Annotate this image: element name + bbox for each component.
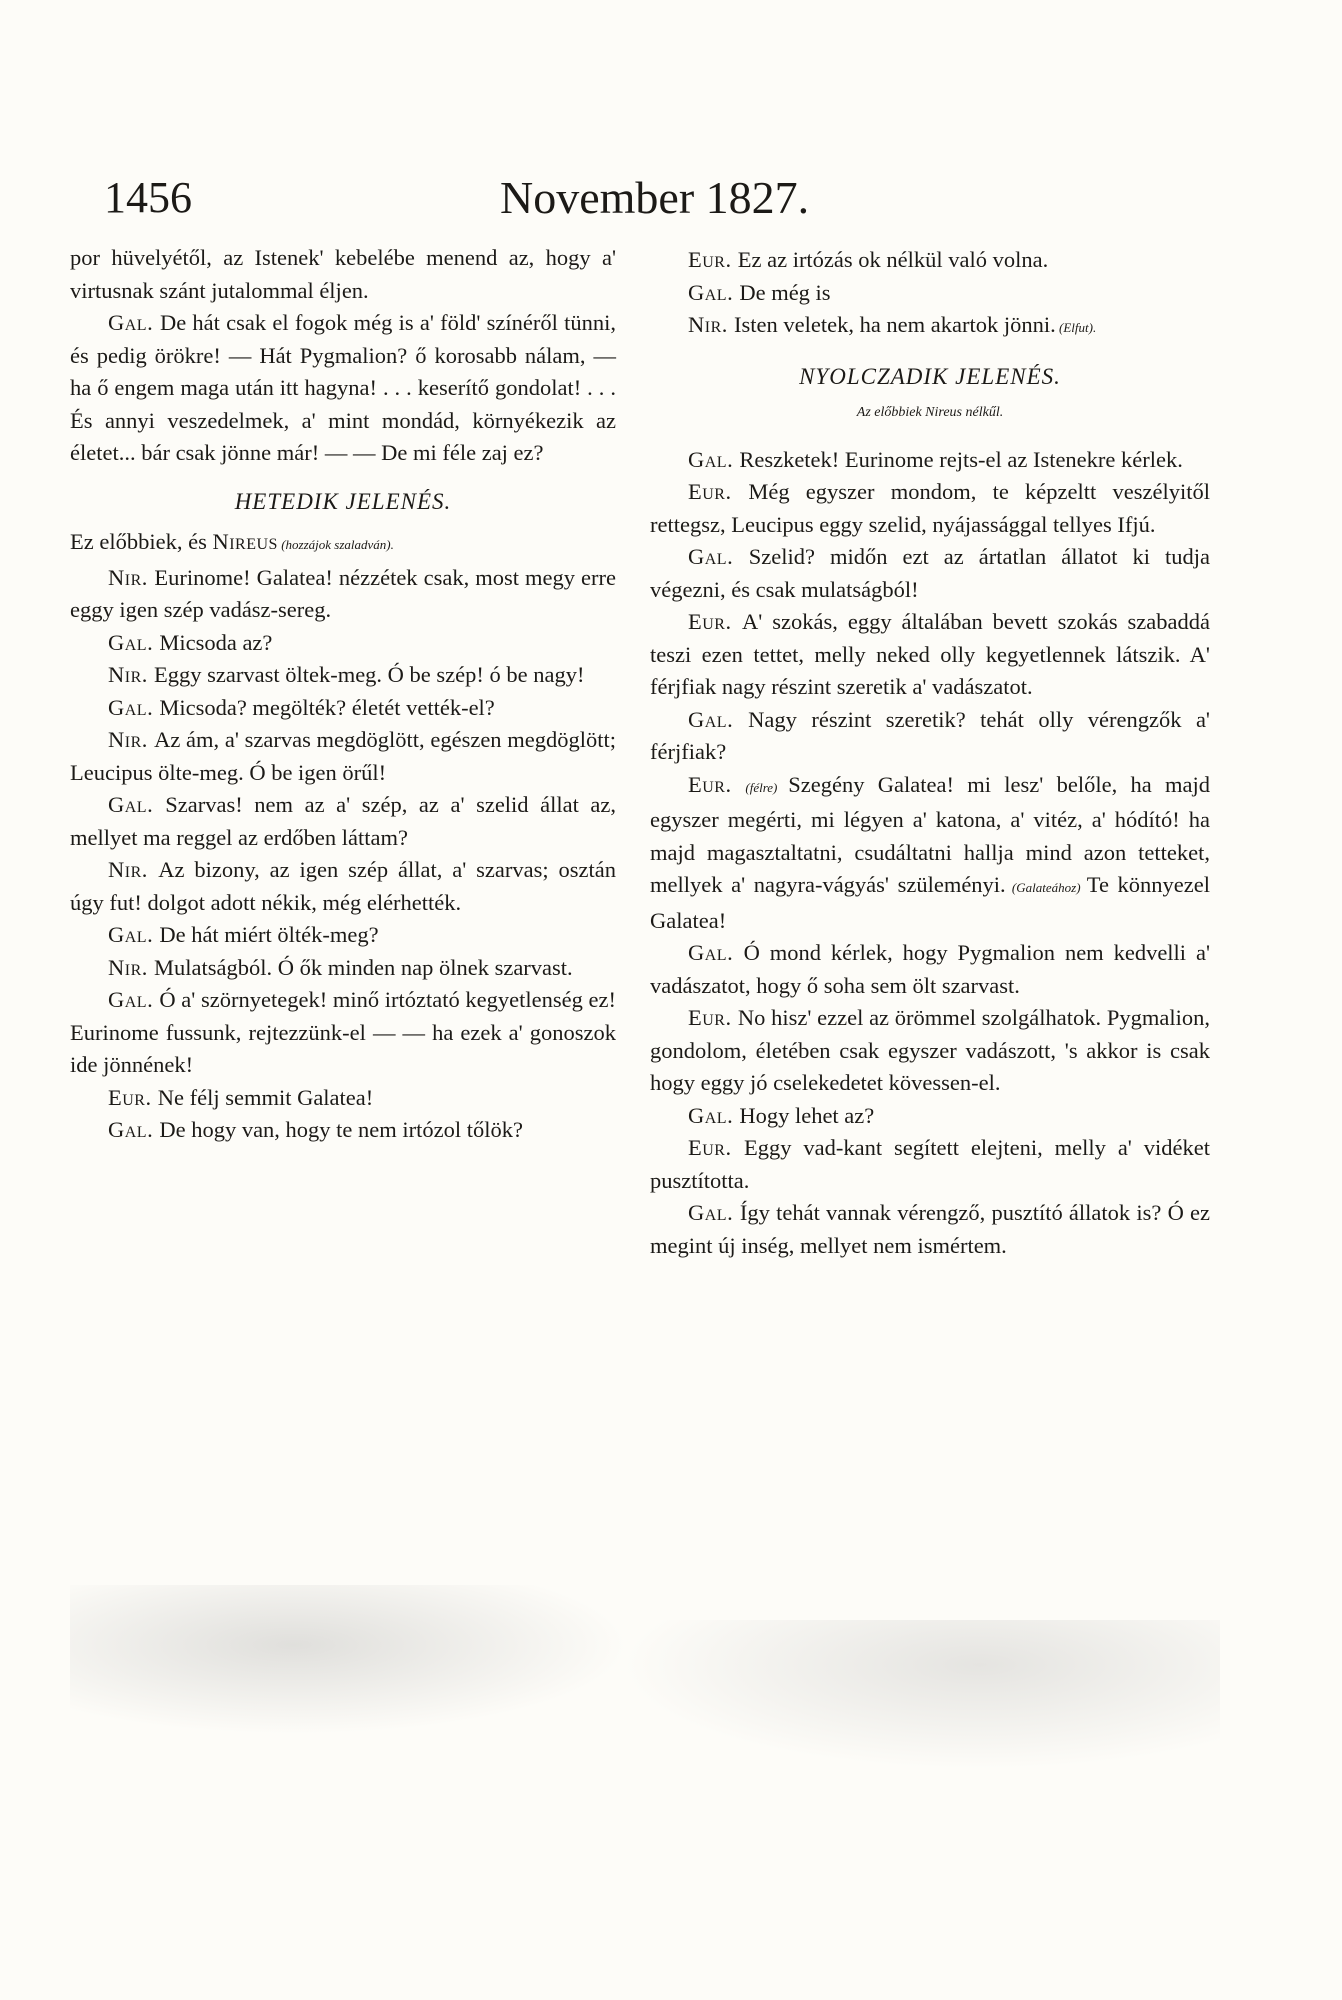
stage-direction: (hozzájok szaladván). (277, 537, 394, 552)
speech-paragraph (70, 627, 616, 660)
speech-text: Szarvas! nem az a' szép, az a' szelid állat az, mellyet ma reggel az erdőben láttam? (70, 792, 617, 850)
speech-paragraph (650, 606, 1210, 704)
speech-paragraph (650, 704, 1210, 769)
speech-paragraph (70, 562, 616, 627)
scene-heading: HETEDIK JELENÉS. (234, 488, 452, 514)
speaker-name: Gal. (108, 922, 160, 947)
speech-text: Micsoda az? (159, 629, 273, 655)
speech-text: Ó mond kérlek, hogy Pygmalion nem kedvelli a' vadászatot, hogy ő soha sem ölt szarvast. (650, 940, 1210, 998)
scene-subheading: Az előbbiek Nireus nélkűl. (856, 405, 1004, 420)
speech-text: Szegény Galatea! mi lesz' belőle, ha majd egyszer megérti, mi légyen a' katona, a' vitéz, a' hódító! ha majd magasztaltatni, csudáltatni hallja mind azon tetteket, mellyek a' nagyra-vágyás' szüleményi. (650, 771, 1210, 897)
speech-text: No hisz' ezzel az örömmel szolgálhatok. Pygmalion, gondolom, életében csak egyszer vadászott, 's akkor is csak hogy eggy jó cselekedetet kövessen-el. (650, 1005, 1210, 1095)
speech-text: Reszketek! Eurinome rejts-el az Istenekre kérlek. (739, 446, 1183, 472)
speaker-name: Gal. (688, 940, 744, 965)
cast-name: Nireus (212, 529, 278, 554)
speech-text: Az ám, a' szarvas megdöglött, egészen megdöglött; Leucipus ölte-meg. Ó be igen örűl! (70, 727, 617, 785)
speech-text: Ne félj semmit Galatea! (157, 1084, 374, 1110)
page-number: 1456 (104, 173, 192, 222)
stage-direction: (félre) (745, 779, 789, 795)
speaker-name: Eur. (688, 1135, 745, 1160)
speech-text: Te könnyezel Galatea! (650, 872, 1210, 933)
speech-paragraph (70, 1114, 616, 1147)
speaker-name: Eur. (688, 479, 749, 504)
left-column (70, 242, 616, 1147)
page-header (100, 168, 1200, 228)
speech-paragraph (70, 952, 616, 985)
speech-text: Mulatságból. Ó ők minden nap ölnek szarvast. (154, 954, 573, 980)
speech-paragraph (650, 244, 1210, 277)
speech-paragraph (70, 307, 616, 470)
speaker-name: Gal. (108, 694, 160, 720)
speaker-name: Nir. (688, 312, 734, 337)
speech-text: Szelid? midőn ezt az ártatlan állatot ki tudja végezni, és csak mulatságból! (650, 544, 1210, 602)
speaker-name: Gal. (688, 706, 749, 732)
speech-paragraph (650, 541, 1210, 606)
cast-text: Ez előbbiek, és (70, 529, 213, 554)
speaker-name: Nir. (108, 564, 155, 590)
speaker-name: Gal. (108, 1117, 160, 1142)
speech-text: Isten veletek, ha nem akartok jönni. (734, 312, 1056, 337)
speech-text: Nagy részint szeretik? tehát olly vérengzők a' férjfiak? (650, 706, 1210, 764)
speech-paragraph (70, 659, 616, 692)
speech-text: Ó a' szörnyetegek! minő irtóztató kegyetlenség ez! Eurinome fussunk, rejtezzünk-el — — ha ezek a' gonoszok ide jönnének! (70, 987, 617, 1077)
speaker-name: Gal. (688, 1102, 740, 1128)
speech-text: A' szokás, eggy általában bevett szokás szabaddá teszi ezen tettet, melly neked olly kegyetlennek látszik. A' férjfiak nagy részint szeretik a' vadászatot. (650, 609, 1210, 699)
speech-paragraph (650, 476, 1210, 541)
speaker-name: Gal. (688, 446, 740, 472)
speech-text: Így tehát vannak vérengző, pusztító állatok is? Ó ez megint új inség, mellyet nem ismértem. (650, 1200, 1210, 1258)
speaker-name: Eur. (688, 771, 746, 797)
speech-text: Ez az irtózás ok nélkül való volna. (737, 247, 1049, 272)
speaker-name: Gal. (688, 1200, 740, 1225)
speaker-name: Gal. (108, 629, 160, 655)
speech-text: Eurinome! Galatea! nézzétek csak, most megy erre eggy igen szép vadász-sereg. (70, 564, 616, 622)
speech-text: Hogy lehet az? (739, 1102, 875, 1128)
paragraph: por hüvelyétől, az Istenek' kebelébe menend az, hogy a' virtusnak szánt jutalommal éljen. (70, 245, 616, 303)
speech-paragraph (650, 769, 1210, 938)
right-column (650, 244, 1210, 1262)
speaker-name: Eur. (688, 609, 743, 634)
speaker-name: Nir. (108, 954, 154, 980)
speech-paragraph (70, 854, 616, 919)
speech-paragraph (70, 1082, 616, 1115)
speaker-name: Gal. (688, 544, 749, 569)
speaker-name: Gal. (108, 310, 160, 335)
speech-text: Még egyszer mondom, te képzeltt veszélyitől rettegsz, Leucipus eggy szelid, nyájassággal tellyes Ifjú. (650, 479, 1210, 537)
speaker-name: Gal. (108, 987, 160, 1012)
speech-paragraph (70, 919, 616, 952)
speech-paragraph (70, 789, 616, 854)
speech-text: De hát csak el fogok még is a' föld' színéről tünni, és pedig örökre! — Hát Pygmalion? ő korosabb nálam, — ha ő engem maga után itt hagyna! . . . keserítő gondolat! . . . És annyi veszedelmek, a' mint mondád, környékezik az életet... bár csak jönne már! — — De mi féle zaj ez? (70, 310, 617, 465)
speaker-name: Nir. (108, 857, 159, 882)
speech-text: Az bizony, az igen szép állat, a' szarvas; osztán úgy fut! dolgot adott nékik, még elérhették. (70, 857, 617, 915)
speech-paragraph (650, 309, 1210, 345)
running-title: November 1827. (500, 172, 810, 223)
speech-paragraph (650, 937, 1210, 1002)
speaker-name: Eur. (688, 247, 738, 272)
speaker-name: Nir. (108, 662, 154, 687)
speaker-name: Eur. (108, 1084, 158, 1110)
speaker-name: Nir. (108, 727, 155, 752)
speaker-name: Gal. (108, 792, 166, 817)
page-smudge (620, 1620, 1220, 1770)
speech-paragraph (650, 1100, 1210, 1133)
speech-text: Micsoda? megölték? életét vették-el? (159, 694, 495, 720)
speaker-name: Eur. (688, 1005, 738, 1030)
speech-paragraph (650, 1132, 1210, 1197)
scene-heading: NYOLCZADIK JELENÉS. (799, 363, 1061, 389)
speech-text: Eggy vad-kant segített elejteni, melly a' vidéket pusztította. (650, 1135, 1210, 1193)
speech-paragraph (70, 984, 616, 1082)
page-smudge (70, 1585, 630, 1735)
stage-direction: (Elfut). (1055, 320, 1097, 335)
speech-paragraph (650, 444, 1210, 477)
speech-paragraph (70, 724, 616, 789)
speech-paragraph (650, 277, 1210, 310)
speaker-name: Gal. (688, 279, 740, 305)
speech-text: De hogy van, hogy te nem irtózol tőlök? (159, 1117, 523, 1142)
cast-line (70, 526, 616, 562)
speech-paragraph (650, 1002, 1210, 1100)
stage-direction: (Galateához) (1005, 880, 1087, 895)
speech-paragraph (650, 1197, 1210, 1262)
speech-text: Eggy szarvast öltek-meg. Ó be szép! ó be nagy! (154, 662, 585, 687)
speech-text: De hát miért ölték-meg? (159, 922, 379, 947)
speech-text: De még is (739, 279, 831, 305)
speech-paragraph (70, 692, 616, 725)
